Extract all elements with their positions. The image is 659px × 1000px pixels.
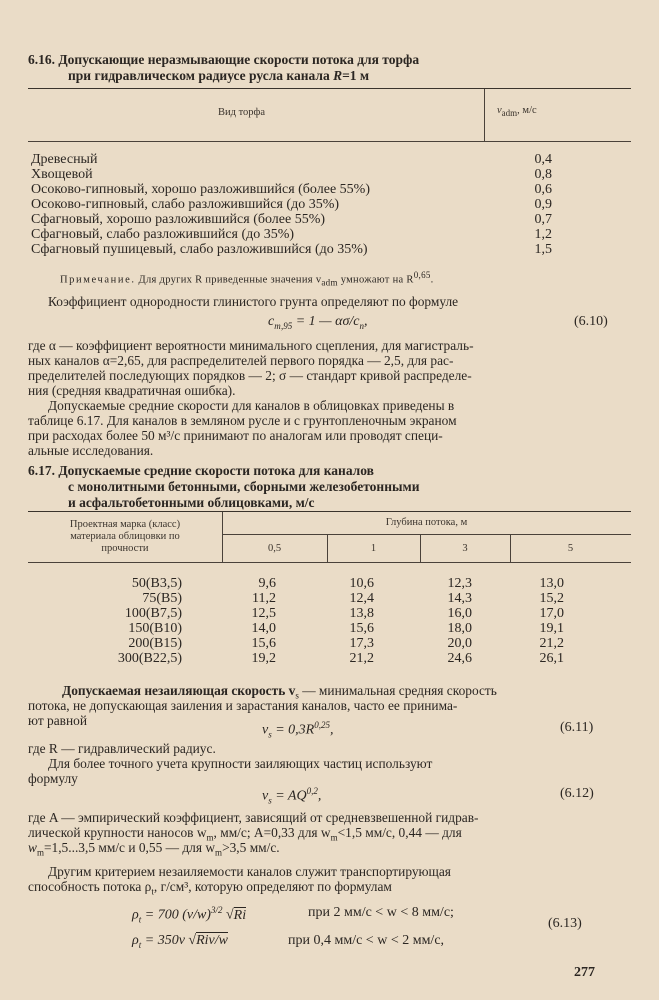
paragraph-line: лической крупности наносов $w_m$, мм/с; A=0,33 для $w_m<1,5$ мм/с, 0,44 — для [28,825,462,843]
table-616-row-value: 0,4 [534,152,552,167]
table-617-depth: 1 [370,543,377,554]
table-617-cell: 26,1 [539,651,564,666]
table-617-cell: 16,0 [447,606,472,621]
table-617-cell: 14,0 [251,621,276,636]
paragraph-line: таблице 6.17. Для каналов в земляном русле и с грунтопленочным экраном [28,413,457,428]
table-616-top-rule [28,88,631,89]
paragraph-line: ных каналов α=2,65, для распределителей первого порядка — 2,5, для рас- [28,353,454,368]
formula-6-12: $v_s = AQ^{0,2}$, [262,786,322,806]
paragraph-line: пределителей последующих порядков — 2; σ — стандарт кривой распределе- [28,368,472,383]
table-616-header-rule [28,141,631,142]
formula-6-10-number: (6.10) [574,314,608,329]
table-617-grade: 300(B22,5) [117,651,182,666]
table-617-cell: 12,5 [251,606,276,621]
table-616-row-value: 0,7 [534,212,552,227]
table-617-cell: 15,6 [349,621,374,636]
paragraph-line: где A — эмпирический коэффициент, зависящий от средневзвешенной гидрав- [28,810,479,825]
paragraph-line: Допускаемые средние скорости для каналов в облицовках приведены в [48,398,455,413]
table-617-grade: 75(B5) [142,591,182,606]
table-617-cell: 21,2 [539,636,564,651]
formula-6-11: $v_s = 0,3R^{0,25}$, [262,720,334,740]
paragraph-line: Коэффициент однородности глинистого грунта определяют по формуле [48,294,459,309]
formula-6-11-number: (6.11) [560,720,594,735]
paragraph-line: где α — коэффициент вероятности минимального сцепления, для магистраль- [28,338,474,353]
formula-6-13a-condition: при 2 мм/с < w < 8 мм/с; [308,905,454,920]
table-617-cell: 19,2 [251,651,276,666]
table-617-col-grade: Проектная марка (класс) [69,519,181,530]
paragraph-line: Для более точного учета крупности заиляющих частиц используют [48,756,433,771]
paragraph-line: $w_m=1,5...3,5$ мм/с и 0,55 — для $w_m>3,5$ мм/с. [28,840,280,858]
table-617-cell: 9,6 [258,576,276,591]
table-617-cell: 21,2 [349,651,374,666]
table-616-row-name: Древесный [31,152,98,167]
paragraph-line: способность потока $\rho_t$, г/см³, которую определяют по формулам [28,879,392,897]
table-617-grade: 150(B10) [128,621,182,636]
paragraph-line: ния (средняя квадратичная ошибка). [28,383,236,398]
table-616-col-type: Вид торфа [218,107,266,118]
table-617-grade: 100(B7,5) [124,606,182,621]
table-617-grade: 50(B3,5) [131,576,182,591]
table-616-title-line2: при гидравлическом радиусе русла канала R=1 м [68,68,370,83]
table-617-cell: 15,2 [539,591,564,606]
table-617-cell: 15,6 [251,636,276,651]
table-616-row-value: 0,9 [534,197,552,212]
table-617-col-grade: материала облицовки по [70,531,180,542]
table-616-row-name: Осоково-гипновый, хорошо разложившийся (более 55%) [31,182,370,197]
table-617-header-rule [28,562,631,563]
paragraph-line: ют равной [28,713,88,728]
table-617-title-line2: с монолитными бетонными, сборными железобетонными [68,479,420,494]
table-617-top-rule [28,511,631,512]
table-616-row-value: 1,5 [534,242,552,257]
table-617-col-depth: Глубина потока, м [385,517,468,528]
table-617-cell: 17,3 [349,636,374,651]
table-617-cell: 12,3 [447,576,472,591]
table-616-row-name: Осоково-гипновый, слабо разложившийся (до 35%) [31,197,340,212]
table-616-row-name: Сфагновый, слабо разложившийся (до 35%) [31,227,295,242]
paragraph-line: потока, не допускающая заиления и зарастания каналов, часто ее принима- [28,698,458,713]
table-617-cell: 19,1 [539,621,564,636]
table-616-row-name: Хвощевой [31,167,93,182]
paragraph-line: Другим критерием незаиляемости каналов служит транспортирующая [48,864,451,879]
paragraph-line: где R — гидравлический радиус. [28,741,216,756]
formula-6-13b-condition: при 0,4 мм/с < w < 2 мм/с, [288,933,445,948]
formula-6-13b: $\rho_t = 350v$ √Riv/w [132,933,228,950]
table-616-col-v: $v_{adm}$, м/с [497,105,537,119]
table-617-cell: 17,0 [539,606,564,621]
formula-6-13a: $\rho_t = 700$ $(v/w)^{3/2}$ √Ri [132,905,247,925]
table-617-cell: 12,4 [349,591,374,606]
formula-6-10: $c_{т,95} = 1$ — $\alpha\sigma/c_п$, [268,314,368,331]
table-616-header-divider [484,89,485,141]
table-617-cell: 18,0 [447,621,472,636]
table-616-row-value: 0,8 [534,167,552,182]
table-617-cell: 20,0 [447,636,472,651]
table-616-title-line1: 6.16. Допускающие неразмывающие скорости потока для торфа [28,52,420,67]
page-number: 277 [574,965,595,980]
paragraph-line: формулу [28,771,78,786]
table-617-title-line1: 6.17. Допускаемые средние скорости потока для каналов [28,463,374,478]
table-617-title-line3: и асфальтобетонными облицовками, м/с [68,495,315,510]
table-617-depth-rule [222,534,631,535]
table-617-cell: 13,8 [349,606,374,621]
table-617-cell: 14,3 [447,591,472,606]
table-617-depth: 0,5 [267,543,282,554]
table-617-cell: 11,2 [252,591,276,606]
table-617-depth: 3 [462,543,468,554]
table-616-row-value: 0,6 [534,182,552,197]
paragraph-line: альные исследования. [28,443,154,458]
table-617-cell: 13,0 [539,576,564,591]
table-617-cell: 10,6 [349,576,374,591]
formula-6-13-number: (6.13) [548,916,582,931]
table-617-depth: 5 [567,543,574,554]
table-617-col-grade: прочности [101,543,149,554]
paragraph-line: при расходах более 50 м³/с принимают по аналогам или проводят специ- [28,428,443,443]
table-616-row-name: Сфагновый, хорошо разложившийся (более 55%) [31,212,326,227]
formula-6-12-number: (6.12) [560,786,594,801]
table-616-note: Примечание. Для других R приведенные значения $v_{adm}$ умножают на R$^{0,65}$. [60,270,434,288]
table-617-grade: 200(B15) [128,636,182,651]
paragraph-line: Допускаемая незаиляющая скорость $v_s$ — минимальная средняя скорость [62,683,497,701]
table-617-cell: 24,6 [447,651,472,666]
table-616-row-name: Сфагновый пушицевый, слабо разложившийся (до 35%) [31,242,368,257]
table-616-row-value: 1,2 [534,227,552,242]
